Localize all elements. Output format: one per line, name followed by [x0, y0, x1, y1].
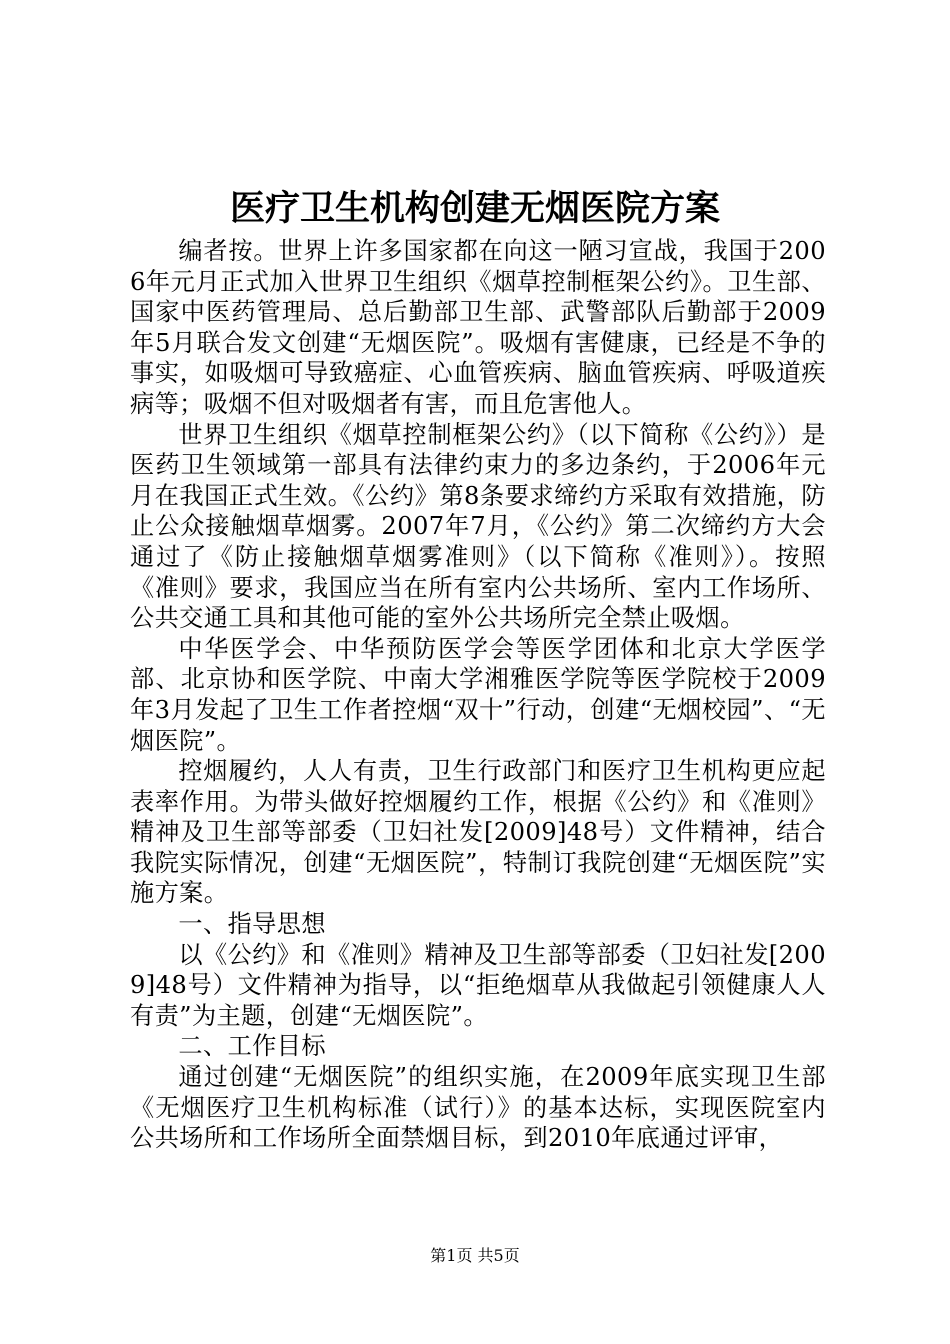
paragraph-tobacco-control-duty: 控烟履约，人人有责，卫生行政部门和医疗卫生机构更应起表率作用。为带头做好控烟履约工作，根据《公约》和《准则》精神及卫生部等部委（卫妇社发[2009]48号）文件精神，结合我院实际情况，创建“无烟医院”，特制订我院创建“无烟医院”实施方案。	[130, 757, 826, 908]
paragraph-convention: 世界卫生组织《烟草控制框架公约》（以下简称《公约》）是医药卫生领域第一部具有法律约束力的多边条约，于2006年元月在我国正式生效。《公约》第8条要求缔约方采取有效措施，防止公众接触烟草烟雾。2007年7月，《公约》第二次缔约方大会通过了《防止接触烟草烟雾准则》（以下简称《准则》）。按照《准则》要求，我国应当在所有室内公共场所、室内工作场所、公共交通工具和其他可能的室外公共场所完全禁止吸烟。	[130, 420, 826, 633]
paragraph-medical-associations: 中华医学会、中华预防医学会等医学团体和北京大学医学部、北京协和医学院、中南大学湘雅医学院等医学院校于2009年3月发起了卫生工作者控烟“双十”行动，创建“无烟校园”、“无烟医院”。	[130, 634, 826, 755]
paragraph-editor-note: 编者按。世界上许多国家都在向这一陋习宣战，我国于2006年元月正式加入世界卫生组织《烟草控制框架公约》。卫生部、国家中医药管理局、总后勤部卫生部、武警部队后勤部于2009年5月联合发文创建“无烟医院”。吸烟有害健康，已经是不争的事实，如吸烟可导致癌症、心血管疾病、脑血管疾病、呼吸道疾病等；吸烟不但对吸烟者有害，而且危害他人。	[130, 237, 826, 418]
paragraph-work-goals: 通过创建“无烟医院”的组织实施，在2009年底实现卫生部《无烟医疗卫生机构标准（试行）》的基本达标，实现医院室内公共场所和工作场所全面禁烟目标，到2010年底通过评审，	[130, 1063, 826, 1153]
page-footer: 第1页 共5页	[430, 1246, 520, 1265]
section-heading-work-goals: 二、工作目标	[178, 1032, 326, 1061]
document-body	[130, 236, 826, 1154]
section-heading-guiding-ideology: 一、指导思想	[178, 910, 326, 939]
paragraph-guiding-ideology: 以《公约》和《准则》精神及卫生部等部委（卫妇社发[2009]48号）文件精神为指导，以“拒绝烟草从我做起引领健康人人有责”为主题，创建“无烟医院”。	[130, 940, 826, 1030]
document-title: 医疗卫生机构创建无烟医院方案	[229, 188, 720, 229]
